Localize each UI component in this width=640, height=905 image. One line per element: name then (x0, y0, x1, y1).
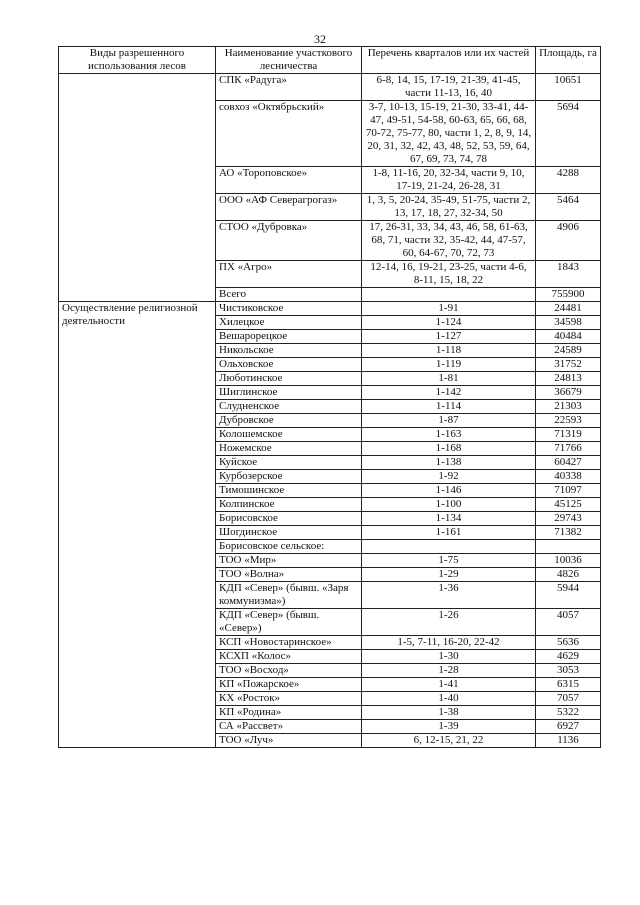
area-cell: 24481 (536, 302, 601, 316)
quarters-cell: 1-100 (362, 498, 536, 512)
forestry-name-cell: КХ «Росток» (216, 692, 362, 706)
area-cell: 31752 (536, 358, 601, 372)
forestry-name-cell: КСХП «Колос» (216, 650, 362, 664)
quarters-cell (362, 288, 536, 302)
forestry-name-cell: ТОО «Мир» (216, 554, 362, 568)
area-cell: 29743 (536, 512, 601, 526)
forestry-name-cell: СА «Рассвет» (216, 720, 362, 734)
area-cell: 5464 (536, 194, 601, 221)
quarters-cell: 1-146 (362, 484, 536, 498)
forestry-name-cell: Ножемское (216, 442, 362, 456)
area-cell: 5636 (536, 636, 601, 650)
area-cell: 24813 (536, 372, 601, 386)
forestry-name-cell: Вешарорецкое (216, 330, 362, 344)
forestry-name-cell: совхоз «Октябрьский» (216, 101, 362, 167)
quarters-cell: 1-26 (362, 609, 536, 636)
forestry-name-cell: СТОО «Дубровка» (216, 221, 362, 261)
forestry-name-cell: Дубровское (216, 414, 362, 428)
area-cell: 1136 (536, 734, 601, 748)
quarters-cell: 1, 3, 5, 20-24, 35-49, 51-75, части 2, 13, 17, 18, 27, 32-34, 50 (362, 194, 536, 221)
area-cell: 21303 (536, 400, 601, 414)
page-number: 32 (314, 32, 326, 46)
area-cell: 40338 (536, 470, 601, 484)
quarters-cell: 1-41 (362, 678, 536, 692)
forestry-name-cell: ПХ «Агро» (216, 261, 362, 288)
forestry-name-cell: КДП «Север» (бывш. «Заря коммунизма») (216, 582, 362, 609)
forestry-name-cell: Никольское (216, 344, 362, 358)
forestry-name-cell: Курбозерское (216, 470, 362, 484)
forestry-name-cell: СПК «Радуга» (216, 74, 362, 101)
area-cell: 4826 (536, 568, 601, 582)
forestry-name-cell: Тимошинское (216, 484, 362, 498)
quarters-cell: 1-134 (362, 512, 536, 526)
area-cell: 71382 (536, 526, 601, 540)
quarters-cell: 1-81 (362, 372, 536, 386)
area-cell: 71097 (536, 484, 601, 498)
forestry-name-cell: Шогдинское (216, 526, 362, 540)
area-cell: 60427 (536, 456, 601, 470)
quarters-cell: 1-8, 11-16, 20, 32-34, части 9, 10, 17-19, 21-24, 26-28, 31 (362, 167, 536, 194)
forestry-name-cell: Люботинское (216, 372, 362, 386)
header-use-type: Виды разрешенного использования лесов (59, 47, 216, 74)
table-body (59, 74, 601, 748)
area-cell: 34598 (536, 316, 601, 330)
quarters-cell: 1-30 (362, 650, 536, 664)
area-cell: 24589 (536, 344, 601, 358)
forestry-name-cell: Куйское (216, 456, 362, 470)
use-type-cell: Осуществление религиозной деятельности (59, 302, 216, 748)
area-cell: 40484 (536, 330, 601, 344)
forestry-name-cell: Хилецкое (216, 316, 362, 330)
quarters-cell: 6, 12-15, 21, 22 (362, 734, 536, 748)
area-cell: 71766 (536, 442, 601, 456)
forestry-name-cell: Чистиковское (216, 302, 362, 316)
quarters-cell: 1-5, 7-11, 16-20, 22-42 (362, 636, 536, 650)
quarters-cell: 17, 26-31, 33, 34, 43, 46, 58, 61-63, 68, 71, части 32, 35-42, 44, 47-57, 60, 64-67, 70, 72, 73 (362, 221, 536, 261)
forestry-name-cell: ООО «АФ Северагрогаз» (216, 194, 362, 221)
area-cell: 5322 (536, 706, 601, 720)
quarters-cell: 1-119 (362, 358, 536, 372)
quarters-cell: 1-75 (362, 554, 536, 568)
area-cell: 4906 (536, 221, 601, 261)
quarters-cell: 1-161 (362, 526, 536, 540)
quarters-cell: 12-14, 16, 19-21, 23-25, части 4-6, 8-11, 15, 18, 22 (362, 261, 536, 288)
forestry-name-cell: КП «Пожарское» (216, 678, 362, 692)
quarters-cell: 3-7, 10-13, 15-19, 21-30, 33-41, 44-47, 49-51, 54-58, 60-63, 65, 66, 68, 70-72, 75-77, 80, части 1, 2, 8, 9, 14, 20, 31, 32, 42, 43, 48, 52, 53, 59, 64, 67, 69, 73, 74, 78 (362, 101, 536, 167)
use-type-cell (59, 74, 216, 302)
area-cell: 755900 (536, 288, 601, 302)
area-cell: 45125 (536, 498, 601, 512)
header-quarters: Перечень кварталов или их частей (362, 47, 536, 74)
quarters-cell: 1-87 (362, 414, 536, 428)
quarters-cell: 1-91 (362, 302, 536, 316)
area-cell: 10036 (536, 554, 601, 568)
quarters-cell: 1-138 (362, 456, 536, 470)
table-row (59, 74, 601, 101)
forestry-name-cell: Колпинское (216, 498, 362, 512)
forestry-name-cell: Всего (216, 288, 362, 302)
area-cell: 6927 (536, 720, 601, 734)
area-cell: 6315 (536, 678, 601, 692)
forestry-name-cell: Борисовское (216, 512, 362, 526)
quarters-cell: 1-36 (362, 582, 536, 609)
quarters-cell: 1-40 (362, 692, 536, 706)
forestry-name-cell: ТОО «Волна» (216, 568, 362, 582)
quarters-cell: 1-38 (362, 706, 536, 720)
area-cell: 10651 (536, 74, 601, 101)
area-cell: 3053 (536, 664, 601, 678)
table-header-row (59, 47, 601, 74)
quarters-cell (362, 540, 536, 554)
forestry-name-cell: АО «Тороповское» (216, 167, 362, 194)
forest-use-table (58, 46, 601, 748)
quarters-cell: 1-163 (362, 428, 536, 442)
area-cell (536, 540, 601, 554)
forestry-name-cell: Шиглинское (216, 386, 362, 400)
header-forestry-name: Наименование участкового лесничества (216, 47, 362, 74)
quarters-cell: 1-118 (362, 344, 536, 358)
forestry-name-cell: КДП «Север» (бывш. «Север») (216, 609, 362, 636)
quarters-cell: 1-168 (362, 442, 536, 456)
forestry-name-cell: ТОО «Луч» (216, 734, 362, 748)
area-cell: 5694 (536, 101, 601, 167)
area-cell: 1843 (536, 261, 601, 288)
area-cell: 36679 (536, 386, 601, 400)
quarters-cell: 6-8, 14, 15, 17-19, 21-39, 41-45, части 11-13, 16, 40 (362, 74, 536, 101)
area-cell: 4057 (536, 609, 601, 636)
quarters-cell: 1-39 (362, 720, 536, 734)
quarters-cell: 1-92 (362, 470, 536, 484)
quarters-cell: 1-127 (362, 330, 536, 344)
quarters-cell: 1-28 (362, 664, 536, 678)
quarters-cell: 1-29 (362, 568, 536, 582)
area-cell: 5944 (536, 582, 601, 609)
forestry-name-cell: Колошемское (216, 428, 362, 442)
area-cell: 4288 (536, 167, 601, 194)
area-cell: 4629 (536, 650, 601, 664)
forestry-name-cell: Ольховское (216, 358, 362, 372)
quarters-cell: 1-142 (362, 386, 536, 400)
quarters-cell: 1-124 (362, 316, 536, 330)
forestry-name-cell: Слудненское (216, 400, 362, 414)
forestry-name-cell: ТОО «Восход» (216, 664, 362, 678)
forestry-name-cell: КП «Родина» (216, 706, 362, 720)
forestry-name-cell: КСП «Новостаринское» (216, 636, 362, 650)
area-cell: 22593 (536, 414, 601, 428)
area-cell: 7057 (536, 692, 601, 706)
header-area: Площадь, га (536, 47, 601, 74)
forestry-name-cell: Борисовское сельское: (216, 540, 362, 554)
area-cell: 71319 (536, 428, 601, 442)
quarters-cell: 1-114 (362, 400, 536, 414)
table-row (59, 302, 601, 316)
